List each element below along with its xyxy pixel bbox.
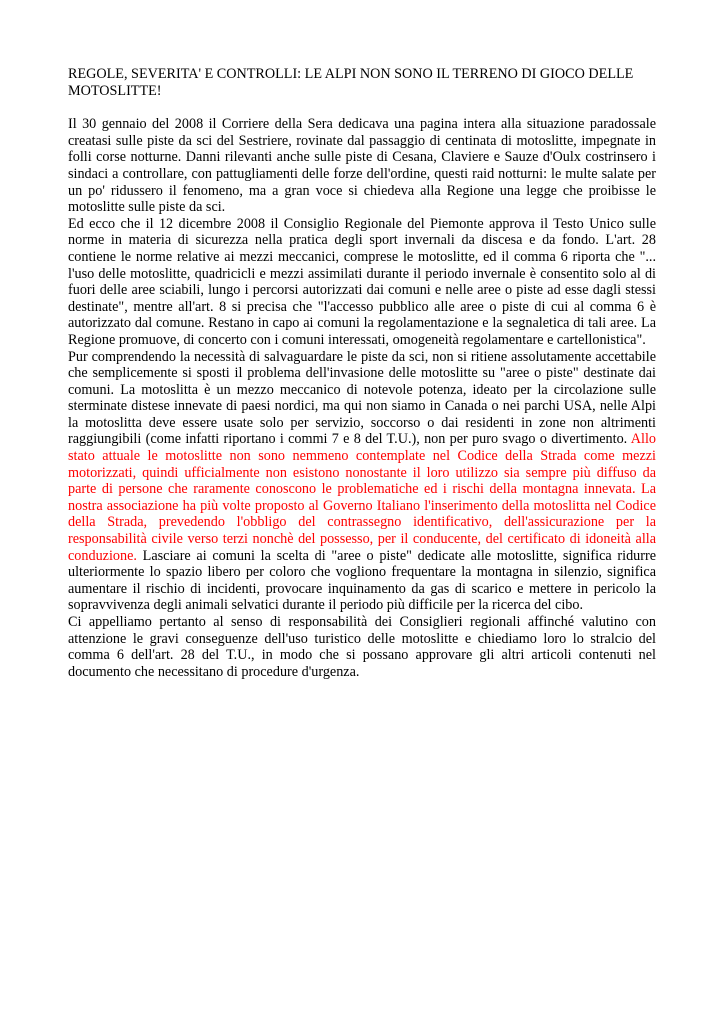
highlighted-text-codice-strada: Allo stato attuale le motoslitte non sono nemmeno contemplate nel Codice della Strada come mezzi motorizzati, quindi ufficialmente non esistono nonostante il loro utilizzo sia sempre più diffuso da parte di persone che raramente conoscono le problematiche ed i rischi della montagna innevata. La nostra associazione ha più volte proposto al Governo Italiano l'inserimento della motoslitta nel Codice della Strada, prevedendo l'obbligo del contrassegno identificativo, dell'assicurazione per la responsabilità civile verso terzi nonchè del possesso, per il conducente, del certificato di idoneità alla conduzione. <box>68 431 656 564</box>
document-page <box>68 66 656 680</box>
paragraph-testo-unico: Ed ecco che il 12 dicembre 2008 il Consiglio Regionale del Piemonte approva il Testo Unico sulle norme in materia di sicurezza nella pratica degli sport invernali da discesa e da fondo. L'art. 28 contiene le norme relative ai mezzi meccanici, comprese le motoslitte, ed il comma 6 riporta che "... l'uso delle motoslitte, quadricicli e mezzi assimilati durante il periodo invernale è consentito solo al di fuori delle aree sciabili, lungo i percorsi autorizzati dai comuni e nelle aree o piste ad esse dagli stessi destinate", mentre all'art. 8 si precisa che "l'accesso pubblico alle aree o piste di cui al comma 6 è autorizzato dal comune. Restano in capo ai comuni la regolamentazione e la segnaletica di tali aree. La Regione promuove, di concerto con i comuni interessati, omogeneità regolamentare e cartellonistica". <box>68 215 656 348</box>
paragraph-text-conclusion: Lasciare ai comuni la scelta di "aree o piste" dedicate alle motoslitte, significa ridurre ulteriormente lo spazio libero per coloro che vogliono frequentare la montagna in silenzio, significa aumentare il rischio di incidenti, provocare inquinamento da gas di scarico e mettere in pericolo la sopravvivenza degli animali selvatici durante il periodo più difficile per la ricerca del cibo. <box>68 547 656 614</box>
paragraph-corriere: Il 30 gennaio del 2008 il Corriere della Sera dedicava una pagina intera alla situazione paradossale creatasi sulle piste da sci del Sestriere, rovinate dal passaggio di centinata di motoslitte, impegnate in folli corse notturne. Danni rilevanti anche sulle piste di Cesana, Claviere e Sauze d'Oulx costrinsero i sindaci a controllare, con pattugliamenti delle forze dell'ordine, questi raid notturni: le multe salate per un po' ridussero il fenomeno, ma a gran voce si chiedeva alla Regione una legge che proibisse le motoslitte sulle piste da sci. <box>68 116 656 216</box>
document-title: REGOLE, SEVERITA' E CONTROLLI: LE ALPI NON SONO IL TERRENO DI GIOCO DELLE MOTOSLITTE! <box>68 66 634 99</box>
paragraph-text-intro: Pur comprendendo la necessità di salvaguardare le piste da sci, non si ritiene assolutamente accettabile che semplicemente si sposti il problema dell'invasione delle motoslitte su "aree o piste" destinate dai comuni. La motoslitta è un mezzo meccanico di notevole potenza, ideato per la circolazione sulle sterminate distese innevate di paesi nordici, ma qui non siamo in Canada o nei parchi USA, nelle Alpi la motoslitta deve essere usate solo per servizio, soccorso o dai residenti in zone non altrimenti raggiungibili (come infatti riportano i commi 7 e 8 del T.U.), non per puro svago o divertimento. <box>68 348 656 448</box>
paragraph-motoslitte-argument <box>68 349 656 615</box>
paragraph-appeal: Ci appelliamo pertanto al senso di responsabilità dei Consiglieri regionali affinché valutino con attenzione le gravi conseguenze dell'uso turistico delle motoslitte e chiediamo loro lo stralcio del comma 6 dell'art. 28 del T.U., in modo che si possano approvare gli altri articoli contenuti nel documento che necessitano di procedure d'urgenza. <box>68 614 656 680</box>
